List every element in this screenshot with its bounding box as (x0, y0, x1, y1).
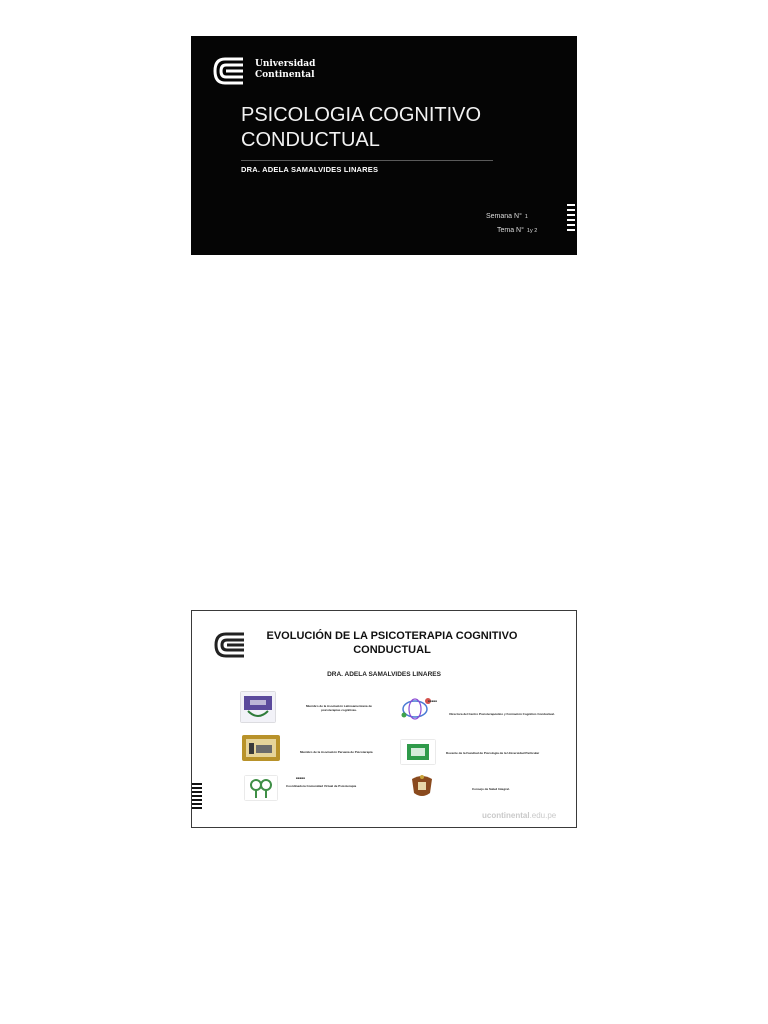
brand-name: Universidad Continental (255, 59, 316, 80)
stripes-decoration (192, 783, 202, 811)
website-url: ucontinental.edu.pe (482, 811, 557, 820)
item-caption: Docente de la Facultad de Psicología de la Universidad Particular (446, 751, 540, 755)
stripes-decoration (567, 204, 575, 234)
item-caption: Miembro de la Asociación Peruana de Psicoterapia (300, 750, 373, 754)
slide-title: PSICOLOGIA COGNITIVO CONDUCTUAL (241, 104, 482, 151)
apsi-logo-icon (242, 735, 280, 761)
item-caption: Consejo de Salud Integral. (472, 787, 510, 791)
item-caption: Directora del Centro Psicoterapéutico y Formación Cognitivo Conductual. (449, 712, 555, 716)
tema-label: Tema N° 1y 2 (497, 227, 538, 234)
university-logo-icon (212, 631, 246, 659)
health-council-crest-icon (408, 773, 436, 799)
item-caption: Miembro de la Asociación Latinoamericana de psicoterapias cognitivas. (306, 704, 372, 712)
community-logo-icon (244, 775, 278, 801)
university-seal-icon (400, 739, 436, 765)
semana-label: Semana N° 1 (486, 213, 528, 220)
alapco-logo-icon (240, 691, 276, 723)
profile-slide (191, 610, 577, 828)
title-divider (241, 160, 493, 161)
item-tag: ■■■■■ (428, 699, 438, 703)
slide-title: EVOLUCIÓN DE LA PSICOTERAPIA COGNITIVO CONDUCTUAL (266, 630, 518, 656)
author-name: DRA. ADELA SAMALVIDES LINARES (241, 165, 379, 174)
university-logo-icon (211, 56, 245, 86)
item-caption: Coordinadora Comunidad Virtual de Psicoterapia (286, 784, 357, 788)
title-slide (191, 36, 577, 255)
item-tag: ■■■■■ (296, 776, 306, 780)
author-name: DRA. ADELA SAMALVIDES LINARES (327, 671, 441, 678)
